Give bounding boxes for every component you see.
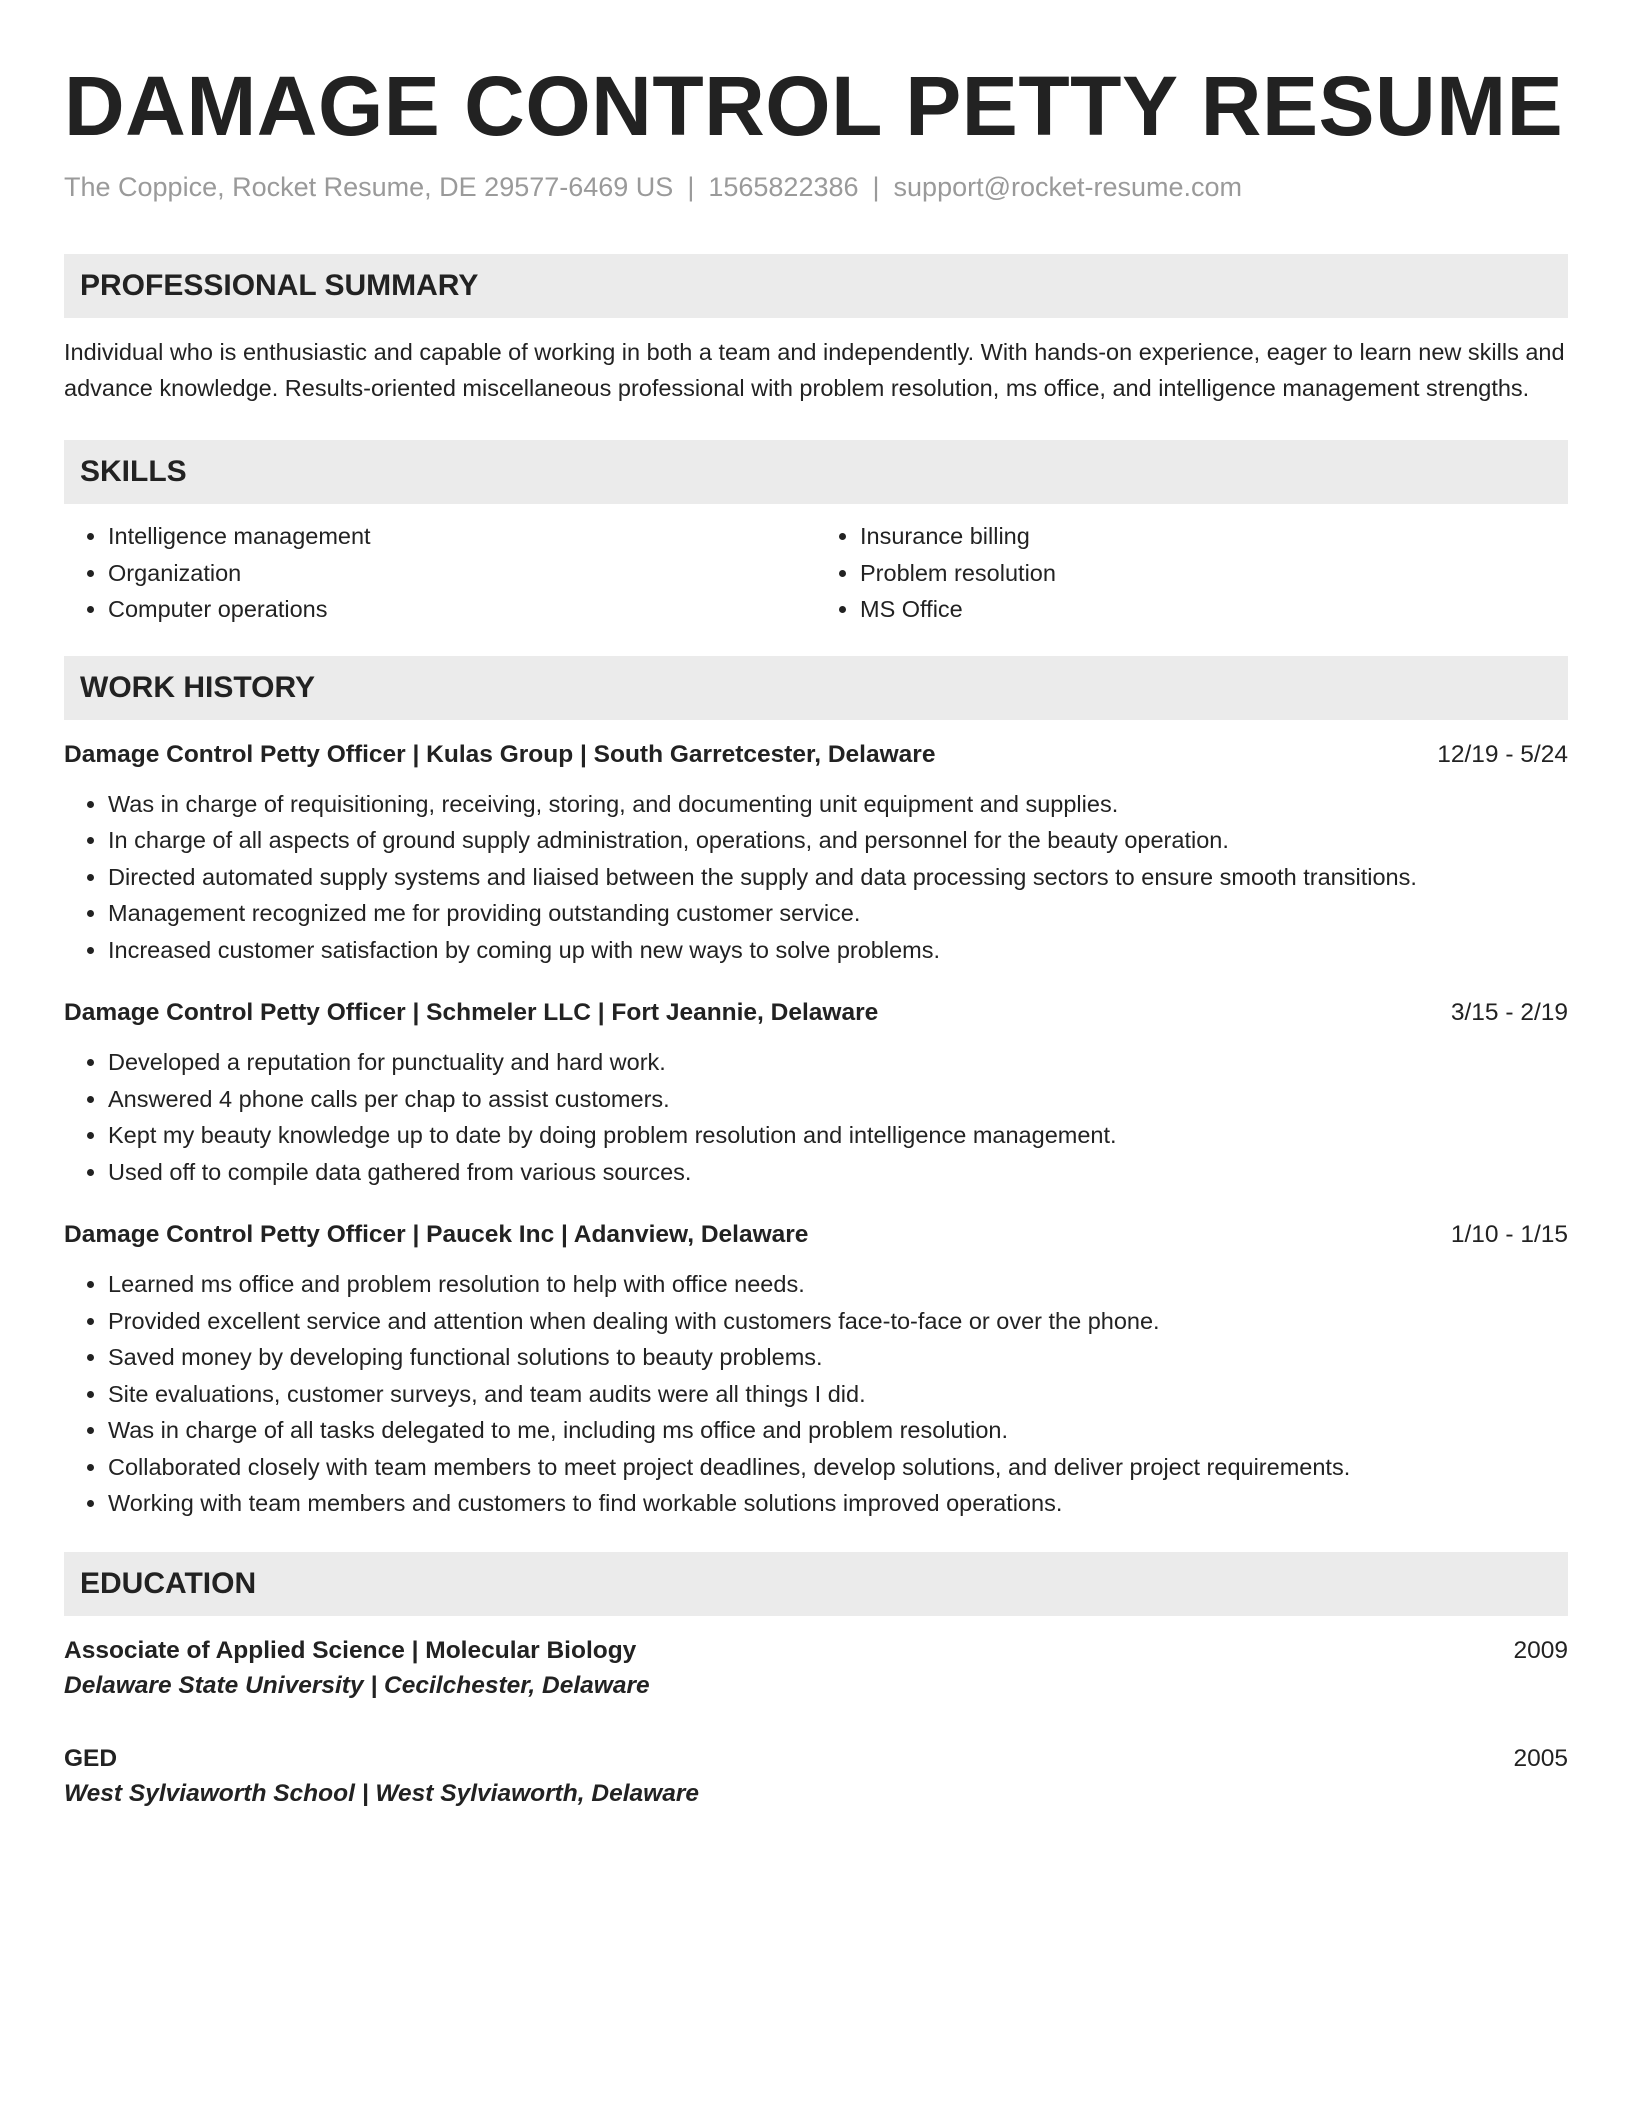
contact-address: The Coppice, Rocket Resume, DE 29577-6469 US xyxy=(64,172,674,202)
job-bullet: • Kept my beauty knowledge up to date by doing problem resolution and intelligence management. xyxy=(108,1117,1568,1154)
education-entry xyxy=(64,1742,1568,1812)
candidate-name: DAMAGE CONTROL PETTY RESUME xyxy=(64,59,1564,153)
contact-phone: 1565822386 xyxy=(708,172,859,202)
skills-column-right xyxy=(816,518,1568,628)
skill-item: • Problem resolution xyxy=(860,555,1568,592)
summary-text: Individual who is enthusiastic and capable of working in both a team and independently. With hands-on experience, eager to learn new skills and advance knowledge. Results-oriented miscellaneous professional with problem resolution, ms office, and intelligence management strengths. xyxy=(64,339,1565,401)
contact-email: support@rocket-resume.com xyxy=(893,172,1243,202)
job-bullet: • Was in charge of all tasks delegated to me, including ms office and problem resolution. xyxy=(108,1412,1568,1449)
education-entry xyxy=(64,1634,1568,1704)
contact-separator: | xyxy=(687,172,695,202)
education-year: 2009 xyxy=(1513,1636,1568,1664)
job-bullet: • In charge of all aspects of ground supply administration, operations, and personnel for the beauty operation. xyxy=(108,822,1568,859)
job-bullet: • Management recognized me for providing outstanding customer service. xyxy=(108,895,1568,932)
skills-grid xyxy=(64,518,1568,628)
job-entry xyxy=(64,738,1568,969)
education-header xyxy=(64,1634,1568,1668)
education-school: West Sylviaworth School | West Sylviaworth, Delaware xyxy=(64,1779,699,1807)
job-bullets xyxy=(64,1266,1568,1522)
job-title: Damage Control Petty Officer | Schmeler LLC | Fort Jeannie, Delaware xyxy=(64,999,879,1026)
job-bullets xyxy=(64,1044,1568,1190)
job-header xyxy=(64,996,1568,1030)
job-bullet: • Increased customer satisfaction by coming up with new ways to solve problems. xyxy=(108,932,1568,969)
job-bullet: • Saved money by developing functional solutions to beauty problems. xyxy=(108,1339,1568,1376)
job-bullet: • Learned ms office and problem resolution to help with office needs. xyxy=(108,1266,1568,1303)
job-header xyxy=(64,1218,1568,1252)
job-dates: 1/10 - 1/15 xyxy=(1450,1221,1568,1248)
skill-item: • MS Office xyxy=(860,591,1568,628)
job-dates: 3/15 - 2/19 xyxy=(1450,999,1568,1026)
education-school: Delaware State University | Cecilchester, Delaware xyxy=(64,1671,650,1699)
job-dates: 12/19 - 5/24 xyxy=(1437,740,1568,768)
job-title: Damage Control Petty Officer | Paucek Inc | Adanview, Delaware xyxy=(64,1221,809,1248)
job-bullet: • Directed automated supply systems and liaised between the supply and data processing sectors to ensure smooth transitions. xyxy=(108,859,1568,896)
skill-item: • Organization xyxy=(108,555,816,592)
job-bullet: • Was in charge of requisitioning, receiving, storing, and documenting unit equipment and supplies. xyxy=(108,786,1568,823)
job-bullet: • Site evaluations, customer surveys, and team audits were all things I did. xyxy=(108,1376,1568,1413)
education-heading: EDUCATION xyxy=(64,1552,1568,1616)
job-bullet: • Developed a reputation for punctuality and hard work. xyxy=(108,1044,1568,1081)
education-degree: Associate of Applied Science | Molecular Biology xyxy=(64,1636,637,1664)
job-bullet: • Working with team members and customers to find workable solutions improved operations. xyxy=(108,1485,1568,1522)
job-entry xyxy=(64,1218,1568,1522)
education-year: 2005 xyxy=(1513,1744,1568,1772)
job-bullet: • Answered 4 phone calls per chap to assist customers. xyxy=(108,1081,1568,1118)
skill-item: • Computer operations xyxy=(108,591,816,628)
job-header xyxy=(64,738,1568,772)
skill-item: • Intelligence management xyxy=(108,518,816,555)
skills-heading: SKILLS xyxy=(64,440,1568,504)
job-entry xyxy=(64,996,1568,1190)
skill-item: • Insurance billing xyxy=(860,518,1568,555)
contact-separator: | xyxy=(872,172,880,202)
job-bullet: • Provided excellent service and attention when dealing with customers face-to-face or over the phone. xyxy=(108,1303,1568,1340)
job-bullet: • Collaborated closely with team members to meet project deadlines, develop solutions, and deliver project requirements. xyxy=(108,1449,1568,1486)
job-title: Damage Control Petty Officer | Kulas Group | South Garretcester, Delaware xyxy=(64,740,936,768)
education-header xyxy=(64,1742,1568,1776)
summary-heading: PROFESSIONAL SUMMARY xyxy=(64,254,1568,318)
skills-column-left xyxy=(64,518,816,628)
contact-line xyxy=(64,170,1568,204)
job-bullet: • Used off to compile data gathered from various sources. xyxy=(108,1154,1568,1191)
education-degree: GED xyxy=(64,1744,118,1772)
work-history-heading: WORK HISTORY xyxy=(64,656,1568,720)
job-bullets xyxy=(64,786,1568,969)
